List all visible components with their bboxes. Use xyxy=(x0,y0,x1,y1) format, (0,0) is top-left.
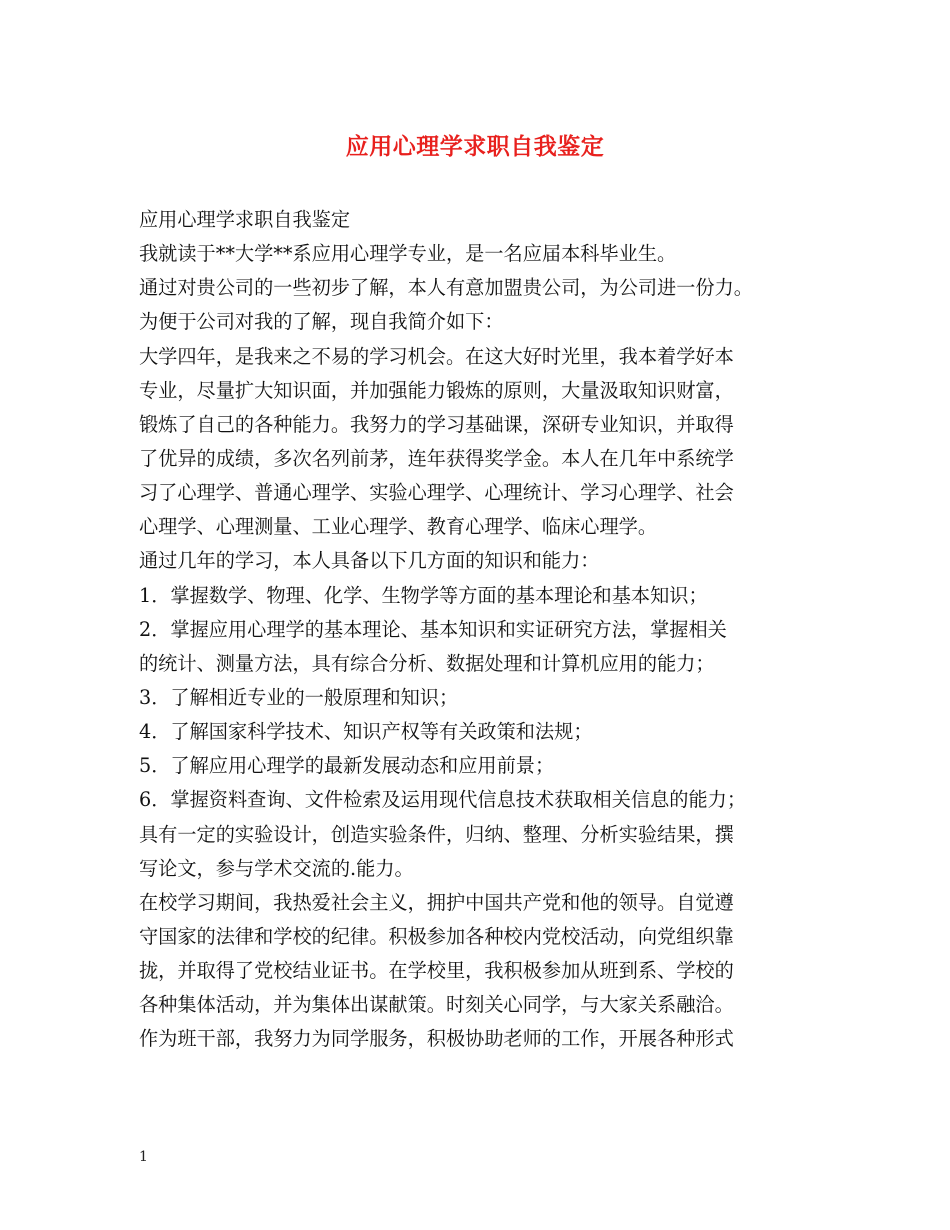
list-item-continuation: 写论文，参与学术交流的.能力。 xyxy=(139,856,414,880)
body-line: 锻炼了自己的各种能力。我努力的学习基础课，深研专业知识，并取得 xyxy=(139,412,734,436)
list-item-continuation: 具有一定的实验设计，创造实验条件，归纳、整理、分析实验结果，撰 xyxy=(139,822,734,846)
body-line: 通过几年的学习，本人具备以下几方面的知识和能力： xyxy=(139,549,600,573)
list-item: 5．了解应用心理学的最新发展动态和应用前景； xyxy=(139,754,555,778)
list-item: 6．掌握资料查询、文件检索及运用现代信息技术获取相关信息的能力； xyxy=(139,788,747,812)
body-line: 作为班干部，我努力为同学服务，积极协助老师的工作，开展各种形式 xyxy=(139,1027,734,1051)
body-line: 了优异的成绩，多次名列前茅，连年获得奖学金。本人在几年中系统学 xyxy=(139,446,734,470)
list-item-continuation: 的统计、测量方法，具有综合分析、数据处理和计算机应用的能力； xyxy=(139,651,715,675)
page-number: 1 xyxy=(139,1149,148,1165)
document-title: 应用心理学求职自我鉴定 xyxy=(345,133,605,160)
document-body xyxy=(139,203,839,1057)
body-line: 各种集体活动，并为集体出谋献策。时刻关心同学，与大家关系融洽。 xyxy=(139,993,734,1017)
body-line: 在校学习期间，我热爱社会主义，拥护中国共产党和他的领导。自觉遵 xyxy=(139,890,734,914)
list-item: 4．了解国家科学技术、知识产权等有关政策和法规； xyxy=(139,720,593,744)
list-item: 1．掌握数学、物理、化学、生物学等方面的基本理论和基本知识； xyxy=(139,583,708,607)
body-line: 专业，尽量扩大知识面，并加强能力锻炼的原则，大量汲取知识财富， xyxy=(139,378,734,402)
body-line: 习了心理学、普通心理学、实验心理学、心理统计、学习心理学、社会 xyxy=(139,481,734,505)
body-line: 守国家的法律和学校的纪律。积极参加各种校内党校活动，向党组织靠 xyxy=(139,924,734,948)
list-item: 2．掌握应用心理学的基本理论、基本知识和实证研究方法，掌握相关 xyxy=(139,617,727,641)
body-line: 我就读于**大学**系应用心理学专业，是一名应届本科毕业生。 xyxy=(139,242,677,266)
body-line: 应用心理学求职自我鉴定 xyxy=(139,208,351,231)
body-line: 大学四年，是我来之不易的学习机会。在这大好时光里，我本着学好本 xyxy=(139,344,734,368)
body-line: 拢，并取得了党校结业证书。在学校里，我积极参加从班到系、学校的 xyxy=(139,959,734,983)
list-item: 3．了解相近专业的一般原理和知识； xyxy=(139,685,459,709)
body-line: 为便于公司对我的了解，现自我简介如下： xyxy=(139,310,504,334)
body-line: 心理学、心理测量、工业心理学、教育心理学、临床心理学。 xyxy=(139,515,658,539)
body-line: 通过对贵公司的一些初步了解，本人有意加盟贵公司，为公司进一份力。 xyxy=(139,276,753,300)
